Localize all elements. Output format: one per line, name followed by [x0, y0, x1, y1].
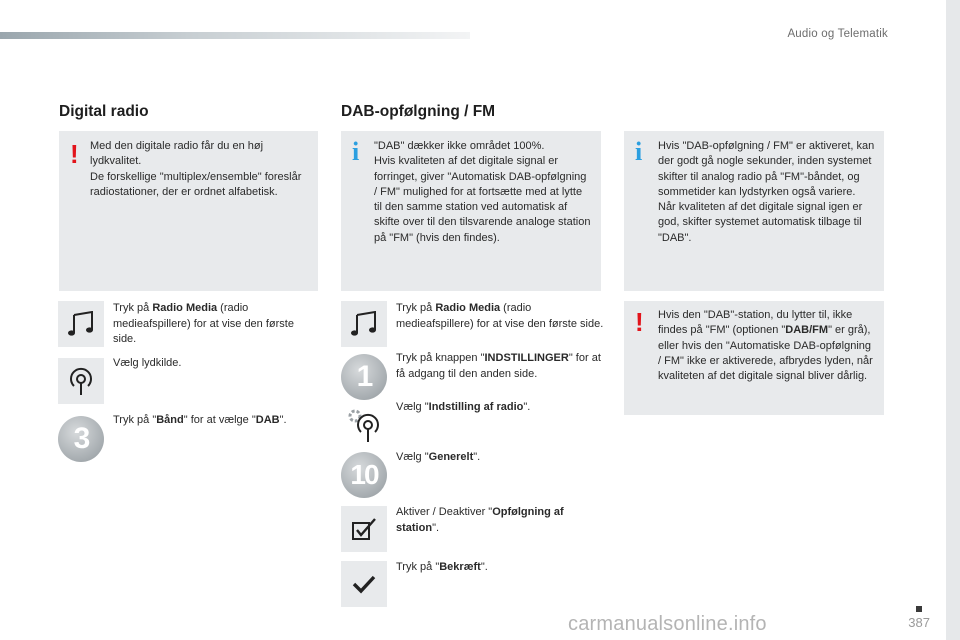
- middle-step-2: Tryk på knappen "INDSTILLINGER" for at få adgang til den anden side.: [396, 352, 601, 380]
- section-title-digital-radio: Digital radio: [59, 103, 149, 120]
- info-text-right: Hvis "DAB-opfølgning / FM" er aktiveret, kan der godt gå nogle sekunder, inden systemet skifter til analog radio på "FM"-båndet, og sommetider kan lydstyrken også variere. Når kvaliteten af det digitale signal igen er god, skifter systemet automatisk tilbage til "DAB".: [658, 140, 875, 244]
- left-step-2: Vælg lydkilde.: [113, 357, 182, 369]
- left-step-1: Tryk på Radio Media (radio medieafspillere) for at vise den første side.: [113, 302, 294, 345]
- info-icon: i: [635, 137, 643, 166]
- music-note-icon: [341, 301, 387, 347]
- info-text-middle: "DAB" dækker ikke området 100%. Hvis kvaliteten af det digitale signal er forringet, giver "Automatisk DAB-opfølgning / FM" mulighed for at fortsætte med at lytte til den samme station ved automatisk af skifte over til den tilsvarende analoge station på "FM" (hvis den findes).: [374, 140, 591, 244]
- warning-text-right: Hvis den "DAB"-station, du lytter til, ikke findes på "FM" (optionen "DAB/FM" er grå), eller hvis den "Automatiske DAB-opfølgning / FM" ikke er aktiverede, afbrydes lyden, når kvaliteten af det digitale signal bliver dårlig.: [658, 309, 873, 383]
- info-box-middle: [341, 131, 601, 291]
- page-dot: [916, 606, 922, 612]
- middle-step-1: Tryk på Radio Media (radio medieafspillere) for at vise den første side.: [396, 302, 604, 330]
- watermark: carmanualsonline.info: [568, 613, 767, 635]
- page-edge-strip: [946, 0, 960, 640]
- music-note-icon: [58, 301, 104, 347]
- middle-step-4: Vælg "Generelt".: [396, 451, 481, 463]
- header-bar: [0, 32, 470, 39]
- page-number: 387: [908, 615, 930, 630]
- middle-step-5: Aktiver / Deaktiver "Opfølgning af station".: [396, 506, 564, 534]
- chapter-title: Audio og Telematik: [787, 28, 888, 40]
- step-number-3: 3: [58, 416, 104, 462]
- warning-icon: !: [70, 139, 79, 169]
- warning-text-left: Med den digitale radio får du en høj lydkvalitet. De forskellige "multiplex/ensemble" foreslår radiostationer, der er ordnet alfabetisk.: [90, 140, 302, 198]
- step-number-10: 10: [341, 452, 387, 498]
- radio-signal-icon: [58, 358, 104, 404]
- info-icon: i: [352, 137, 360, 166]
- warning-icon: !: [635, 307, 644, 337]
- middle-step-3: Vælg "Indstilling af radio".: [396, 401, 531, 413]
- middle-step-6: Tryk på "Bekræft".: [396, 561, 488, 573]
- checkmark-icon: [341, 561, 387, 607]
- radio-settings-icon: [341, 402, 387, 448]
- left-step-3: Tryk på "Bånd" for at vælge "DAB".: [113, 414, 287, 426]
- checkbox-toggle-icon: [341, 506, 387, 552]
- info-box-right: [624, 131, 884, 291]
- warning-box-left: [59, 131, 318, 291]
- step-number-1: 1: [341, 354, 387, 400]
- warning-box-right: [624, 301, 884, 415]
- section-title-dab-fm: DAB-opfølgning / FM: [341, 103, 496, 120]
